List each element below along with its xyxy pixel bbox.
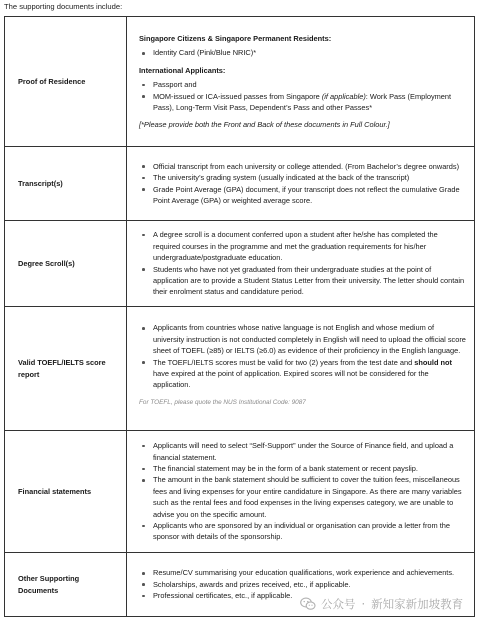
supporting-documents-table [4,16,475,617]
row-label: Other Supporting Documents [5,553,127,617]
list-item: Identity Card (Pink/Blue NRIC)* [139,47,466,58]
list-item: Professional certificates, etc., if applicable. [139,590,466,601]
table-row-proof-of-residence [5,17,475,147]
list-item-text: have expired at the point of application. Expired scores will not be considered for the application. [153,369,429,390]
list-item: The amount in the bank statement should be sufficient to cover the tuition fees, miscellaneous fees and living expenses for your entire candidature in Singapore. As there are many variables such as the rental fees and food expenses in the living expenses category, we are unable to advise you on the specific amount. [139,474,466,520]
bullet-list [139,322,466,390]
list-item-bold: should not [414,357,453,367]
wechat-icon [300,597,316,611]
list-item-text: The TOEFL/IELTS scores must be valid for two (2) years from the test date and [153,357,415,367]
section-heading: Singapore Citizens & Singapore Permanent Residents: [139,34,332,44]
row-content [127,147,475,221]
list-item-text: : Work Pass (Employment Pass), Long-Term Visit Pass, Dependent’s Pass and other Passes* [153,91,452,113]
row-label: Proof of Residence [5,17,127,147]
list-item: Resume/CV summarising your education qualifications, work experience and achievements. [139,567,466,578]
table-row-financial-statements [5,431,475,553]
table-row-degree-scrolls [5,221,475,307]
list-item: The university’s grading system (usually indicated at the back of the transcript) [139,172,466,183]
list-item: Grade Point Average (GPA) document, if your transcript does not reflect the cumulative Grade Point Average (GPA) or weighted average score. [139,184,466,207]
row-content [127,221,475,307]
row-content [127,431,475,553]
list-item: Students who have not yet graduated from their undergraduate studies at the point of application are to provide a Student Status Letter from their university. The letter should contain their enrolment status and candidature period. [139,264,466,298]
list-item [139,91,466,114]
section-heading: International Applicants: [139,65,226,75]
row-label: Degree Scroll(s) [5,221,127,307]
bullet-list [139,161,466,207]
list-item: A degree scroll is a document conferred upon a student after he/she has completed the required courses in the programme and met the graduation requirements for his/her undergraduate/postgraduate education. [139,229,466,263]
bullet-list [139,47,466,58]
intro-text: The supporting documents include: [4,2,123,11]
list-item: Applicants who are sponsored by an individual or organisation can provide a letter from the sponsor with details of the sponsorship. [139,520,466,543]
watermark-separator: · [361,597,366,611]
toefl-code-note: For TOEFL, please quote the NUS Institutional Code: 9087 [139,398,306,406]
row-content [127,17,475,147]
row-label: Financial statements [5,431,127,553]
list-item-italic: (if applicable) [321,91,366,101]
bullet-list [139,79,466,113]
list-item: Scholarships, awards and prizes received, etc., if applicable. [139,579,466,590]
bullet-list [139,229,466,297]
list-item [139,357,466,391]
table-row-toefl-ielts [5,307,475,431]
watermark [300,594,463,614]
row-label: Valid TOEFL/IELTS score report [5,307,127,431]
colour-copy-note: [*Please provide both the Front and Back of these documents in Full Colour.] [139,119,390,129]
list-item: The financial statement may be in the form of a bank statement or recent payslip. [139,463,466,474]
bullet-list [139,440,466,543]
list-item-text: MOM-issued or ICA-issued passes from Singapore [153,91,322,101]
list-item: Applicants will need to select “Self-Support” under the Source of Finance field, and upload a financial statement. [139,440,466,463]
list-item: Passport and [139,79,466,90]
table-row-transcripts [5,147,475,221]
watermark-account: 新知家新加坡教育 [371,597,464,611]
watermark-platform: 公众号 [321,597,356,611]
row-label: Transcript(s) [5,147,127,221]
list-item: Applicants from countries whose native language is not English and whose medium of university instruction is not conducted completely in English will need to upload the official score sheet of TOEFL (≥85) or IELTS (≥6.0) as evidence of their proficiency in the English language. [139,322,466,356]
list-item: Official transcript from each university or college attended. (From Bachelor’s degree onwards) [139,161,466,172]
row-content [127,307,475,431]
